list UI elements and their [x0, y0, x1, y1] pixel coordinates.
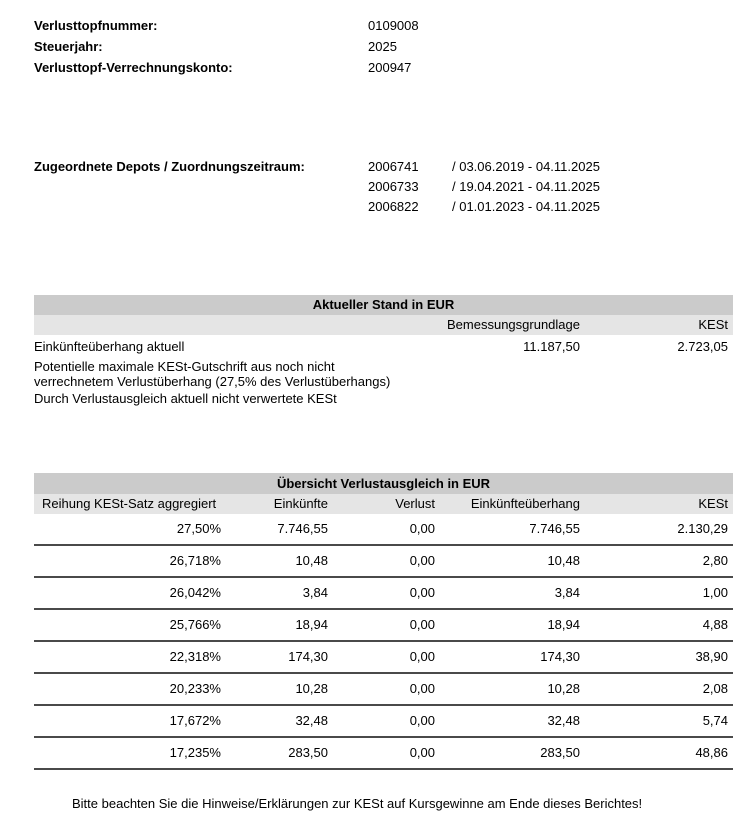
steuerjahr-label: Steuerjahr: [34, 39, 103, 54]
einkuenfte-value: 18,94 [295, 617, 328, 632]
kest-value: 2.130,29 [677, 521, 728, 536]
header-ueberhang: Einkünfteüberhang [470, 496, 580, 511]
ueberhang-value: 10,48 [547, 553, 580, 568]
table-row [34, 335, 733, 355]
verlust-value: 0,00 [409, 617, 435, 632]
kest-value: 2,80 [702, 553, 728, 568]
kest-value: 2,08 [702, 681, 728, 696]
aktueller-stand-title: Aktueller Stand in EUR [34, 295, 733, 315]
row-label-line1: Potentielle maximale KESt-Gutschrift aus noch nicht [34, 359, 335, 374]
ueberhang-value: 283,50 [540, 745, 580, 760]
header-verlust: Verlust [395, 496, 435, 511]
ueberhang-value: 7.746,55 [529, 521, 580, 536]
verlust-value: 0,00 [409, 553, 435, 568]
footer-note: Bitte beachten Sie die Hinweise/Erklärungen zur KESt auf Kursgewinne am Ende dieses Berichtes! [72, 796, 643, 811]
row-label: Einkünfteüberhang aktuell [34, 339, 185, 354]
satz-value: 22,318% [169, 649, 221, 664]
satz-value: 25,766% [169, 617, 221, 632]
satz-value: 27,50% [176, 521, 221, 536]
steuerjahr-value: 2025 [368, 39, 397, 54]
konto-label: Verlusttopf-Verrechnungskonto: [34, 60, 233, 75]
einkuenfte-value: 174,30 [288, 649, 328, 664]
konto-value: 200947 [368, 60, 412, 75]
satz-value: 26,718% [169, 553, 221, 568]
table-row [34, 674, 733, 706]
satz-value: 17,235% [169, 745, 221, 760]
depot-range: / 01.01.2023 - 04.11.2025 [452, 199, 600, 214]
depots-label: Zugeordnete Depots / Zuordnungszeitraum: [34, 159, 305, 174]
depot-id: 2006822 [368, 199, 419, 214]
einkuenfte-value: 10,28 [295, 681, 328, 696]
einkuenfte-value: 283,50 [288, 745, 328, 760]
kest-value: 5,74 [702, 713, 728, 728]
ueberhang-value: 174,30 [540, 649, 580, 664]
kest-value: 4,88 [702, 617, 728, 632]
verlust-value: 0,00 [409, 713, 435, 728]
uebersicht-header [34, 494, 733, 514]
verlusttopfnummer-label: Verlusttopfnummer: [34, 18, 158, 33]
table-row [34, 355, 733, 391]
header-kest: KESt [698, 496, 728, 511]
table-row [34, 578, 733, 610]
table-row [34, 610, 733, 642]
depot-id: 2006741 [368, 159, 419, 174]
ueberhang-value: 3,84 [554, 585, 580, 600]
row-label: Durch Verlustausgleich aktuell nicht verwertete KESt [34, 391, 337, 406]
kest-value: 38,90 [695, 649, 728, 664]
depot-id: 2006733 [368, 179, 419, 194]
row-label-line2: verrechnetem Verlustüberhang (27,5% des Verlustüberhangs) [34, 374, 391, 389]
depot-range: / 19.04.2021 - 04.11.2025 [452, 179, 600, 194]
table-row [34, 546, 733, 578]
ueberhang-value: 32,48 [547, 713, 580, 728]
satz-value: 17,672% [169, 713, 221, 728]
verlust-value: 0,00 [409, 585, 435, 600]
table-row [34, 514, 733, 546]
einkuenfte-value: 10,48 [295, 553, 328, 568]
ueberhang-value: 10,28 [547, 681, 580, 696]
verlust-value: 0,00 [409, 745, 435, 760]
einkuenfte-value: 32,48 [295, 713, 328, 728]
verlust-value: 0,00 [409, 649, 435, 664]
satz-value: 20,233% [169, 681, 221, 696]
uebersicht-table [34, 473, 733, 770]
satz-value: 26,042% [169, 585, 221, 600]
header-einkuenfte: Einkünfte [273, 496, 328, 511]
kest-value: 1,00 [702, 585, 728, 600]
aktueller-stand-header [34, 315, 733, 335]
uebersicht-title: Übersicht Verlustausgleich in EUR [34, 473, 733, 494]
verlust-value: 0,00 [409, 681, 435, 696]
aktueller-stand-table [34, 295, 733, 411]
kest-value: 2.723,05 [677, 339, 728, 354]
verlusttopfnummer-value: 0109008 [368, 18, 419, 33]
table-row [34, 391, 733, 411]
header-satz: Reihung KESt-Satz aggregiert [42, 496, 217, 511]
header-kest: KESt [698, 317, 728, 332]
table-row [34, 642, 733, 674]
bemessungsgrundlage-value: 11.187,50 [523, 339, 580, 354]
depot-range: / 03.06.2019 - 04.11.2025 [452, 159, 600, 174]
table-row [34, 738, 733, 770]
ueberhang-value: 18,94 [547, 617, 580, 632]
kest-value: 48,86 [695, 745, 728, 760]
table-row [34, 706, 733, 738]
einkuenfte-value: 7.746,55 [277, 521, 328, 536]
header-bemessungsgrundlage: Bemessungsgrundlage [447, 317, 580, 332]
verlust-value: 0,00 [409, 521, 435, 536]
einkuenfte-value: 3,84 [302, 585, 328, 600]
